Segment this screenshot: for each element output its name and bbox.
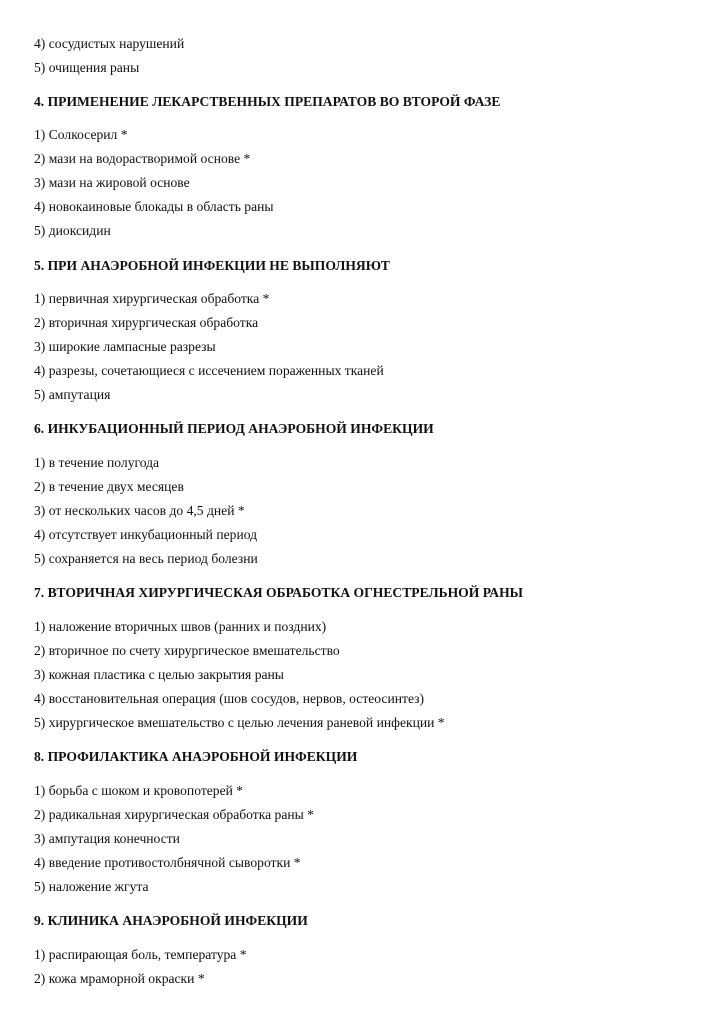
answer-option: 5) диоксидин [34,223,111,238]
answer-option: 3) ампутация конечности [34,831,180,846]
answer-option: 1) в течение полугода [34,455,160,470]
answer-option: 1) наложение вторичных швов (ранних и поздних) [34,619,327,634]
answer-option: 4) введение противостолбнячной сыворотки * [34,855,301,870]
question-heading: 6. ИНКУБАЦИОННЫЙ ПЕРИОД АНАЭРОБНОЙ ИНФЕКЦИИ [34,421,434,436]
answer-option: 4) новокаиновые блокады в область раны [34,199,274,214]
answer-option: 4) восстановительная операция (шов сосудов, нервов, остеосинтез) [34,691,425,706]
answer-option: 2) радикальная хирургическая обработка раны * [34,807,314,822]
answer-option: 1) Солкосерил * [34,127,128,142]
answer-option: 3) широкие лампасные разрезы [34,339,216,354]
answer-option: 4) сосудистых нарушений [34,36,185,51]
answer-option: 2) вторичное по счету хирургическое вмешательство [34,643,340,658]
question-heading: 8. ПРОФИЛАКТИКА АНАЭРОБНОЙ ИНФЕКЦИИ [34,749,358,764]
answer-option: 5) хирургическое вмешательство с целью лечения раневой инфекции * [34,715,445,730]
answer-option: 2) кожа мраморной окраски * [34,971,205,986]
answer-option: 1) борьба с шоком и кровопотерей * [34,783,244,798]
answer-option: 2) в течение двух месяцев [34,479,184,494]
question-heading: 5. ПРИ АНАЭРОБНОЙ ИНФЕКЦИИ НЕ ВЫПОЛНЯЮТ [34,258,390,273]
answer-option: 1) первичная хирургическая обработка * [34,291,270,306]
answer-option: 5) наложение жгута [34,879,149,894]
question-heading: 7. ВТОРИЧНАЯ ХИРУРГИЧЕСКАЯ ОБРАБОТКА ОГНЕСТРЕЛЬНОЙ РАНЫ [34,585,524,600]
question-heading: 4. ПРИМЕНЕНИЕ ЛЕКАРСТВЕННЫХ ПРЕПАРАТОВ ВО ВТОРОЙ ФАЗЕ [34,94,501,109]
answer-option: 5) ампутация [34,387,111,402]
answer-option: 3) от нескольких часов до 4,5 дней * [34,503,245,518]
answer-option: 1) распирающая боль, температура * [34,947,247,962]
answer-option: 2) вторичная хирургическая обработка [34,315,259,330]
answer-option: 4) разрезы, сочетающиеся с иссечением пораженных тканей [34,363,384,378]
answer-option: 3) кожная пластика с целью закрытия раны [34,667,284,682]
answer-option: 5) сохраняется на весь период болезни [34,551,258,566]
answer-option: 2) мази на водорастворимой основе * [34,151,251,166]
answer-option: 3) мази на жировой основе [34,175,190,190]
answer-option: 4) отсутствует инкубационный период [34,527,258,542]
question-heading: 9. КЛИНИКА АНАЭРОБНОЙ ИНФЕКЦИИ [34,913,308,928]
answer-option: 5) очищения раны [34,60,140,75]
